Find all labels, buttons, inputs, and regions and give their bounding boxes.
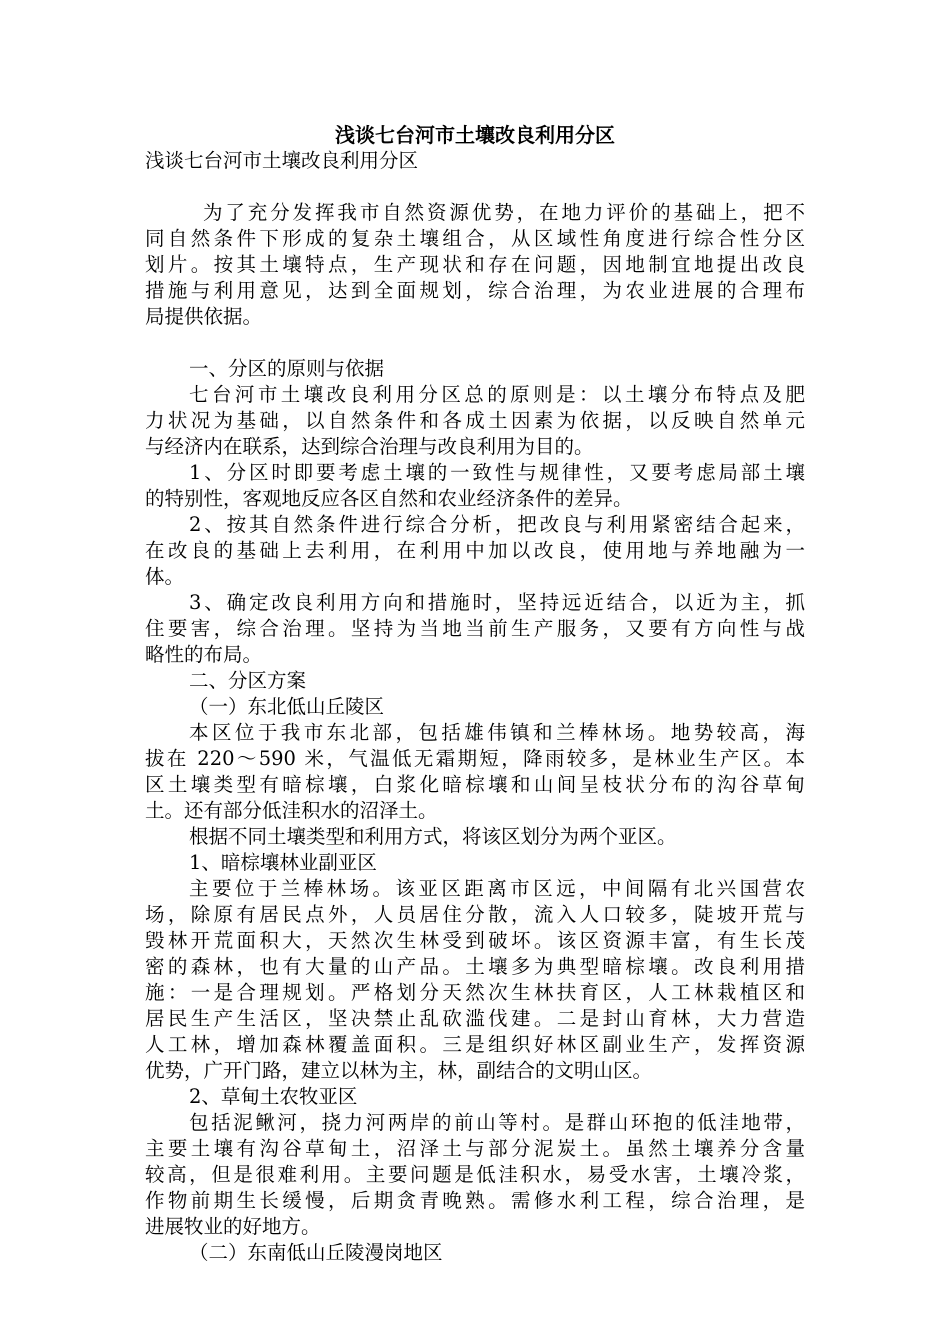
paragraph-line: 住要害，综合治理。坚持为当地当前生产服务，又要有方向性与战 (145, 617, 805, 640)
paragraph-line: 的特别性，客观地反应各区自然和农业经济条件的差异。 (145, 487, 633, 510)
forest-subarea-paragraph (145, 876, 805, 1084)
paragraph-line: 本区位于我市东北部，包括雄伟镇和兰棒林场。地势较高，海 (189, 721, 805, 744)
paragraph-line: 居民生产生活区，坚决禁止乱砍滥伐建。二是封山育林，大力营造 (145, 1007, 805, 1030)
intro-paragraph (145, 200, 805, 330)
document-page (145, 122, 805, 1266)
paragraph-line: 人工林，增加森林覆盖面积。三是组织好林区副业生产，发挥资源 (145, 1033, 805, 1056)
paragraph-line: 作物前期生长缓慢，后期贪青晚熟。需修水利工程，综合治理，是 (145, 1189, 805, 1212)
paragraph-line: 七台河市土壤改良利用分区总的原则是：以土壤分布特点及肥 (189, 383, 805, 406)
section-heading: 二、分区方案 (189, 669, 307, 692)
paragraph-line: 在改良的基础上去利用，在利用中加以改良，使用地与养地融为一 (145, 539, 805, 562)
document-subtitle: 浅谈七台河市土壤改良利用分区 (145, 149, 419, 172)
paragraph-line: 体。 (145, 565, 185, 588)
paragraph-line: 划片。按其土壤特点，生产现状和存在问题，因地制宜地提出改良 (145, 253, 805, 276)
subsection-heading: （一）东北低山丘陵区 (189, 695, 385, 718)
paragraph-line: 同自然条件下形成的复杂土壤组合，从区域性角度进行综合性分区 (145, 227, 805, 250)
paragraph-line: 区土壤类型有暗棕壤，白浆化暗棕壤和山间呈枝状分布的沟谷草甸 (145, 773, 805, 796)
principle-item-2 (145, 512, 805, 590)
paragraph-line: 局提供依据。 (145, 305, 263, 328)
paragraph-line: 措施与利用意见，达到全面规划，综合治理，为农业进展的合理布 (145, 279, 805, 302)
paragraph-line: 优势，广开门路，建立以林为主，林，副结合的文明山区。 (145, 1059, 653, 1082)
document-title: 浅谈七台河市土壤改良利用分区 (335, 123, 615, 147)
paragraph-line: 施：一是合理规划。严格划分天然次生林扶育区，人工林栽植区和 (145, 981, 805, 1004)
section-heading: 一、分区的原则与依据 (189, 357, 385, 380)
spacer (145, 174, 805, 200)
spacer (145, 330, 805, 356)
subsection-heading: （二）东南低山丘陵漫岗地区 (189, 1241, 443, 1264)
subarea-heading: 2、草甸土农牧亚区 (189, 1085, 358, 1108)
paragraph-line: 进展牧业的好地方。 (145, 1215, 321, 1238)
paragraph-line: 与经济内在联系，达到综合治理与改良利用为目的。 (145, 435, 594, 458)
subarea-heading: 1、暗棕壤林业副亚区 (189, 851, 377, 874)
paragraph-line: 场，除原有居民点外，人员居住分散，流入人口较多，陡坡开荒与 (145, 903, 805, 926)
paragraph-line: 土。还有部分低洼积水的沼泽土。 (145, 799, 438, 822)
paragraph-line: 拔在 220～590 米，气温低无霜期短，降雨较多，是林业生产区。本 (145, 747, 805, 770)
paragraph-line: 力状况为基础，以自然条件和各成土因素为依据，以反映自然单元 (145, 409, 805, 432)
northeast-paragraph (145, 720, 805, 824)
paragraph-line: 1、分区时即要考虑土壤的一致性与规律性，又要考虑局部土壤 (189, 461, 805, 484)
paragraph-line: 较高，但是很难利用。主要问题是低洼积水，易受水害，土壤冷浆， (145, 1163, 805, 1186)
paragraph-line: 2、按其自然条件进行综合分析，把改良与利用紧密结合起来， (189, 513, 805, 536)
paragraph-line: 3、确定改良利用方向和措施时，坚持远近结合，以近为主，抓 (189, 591, 805, 614)
principles-paragraph (145, 382, 805, 460)
paragraph-line: 密的森林，也有大量的山产品。土壤多为典型暗棕壤。改良利用措 (145, 955, 805, 978)
principle-item-1 (145, 460, 805, 512)
meadow-subarea-paragraph (145, 1110, 805, 1240)
paragraph-line: 主要土壤有沟谷草甸土，沼泽土与部分泥炭土。虽然土壤养分含量 (145, 1137, 805, 1160)
principle-item-3 (145, 590, 805, 668)
paragraph-line: 根据不同土壤类型和利用方式，将该区划分为两个亚区。 (189, 825, 677, 848)
paragraph-line: 为了充分发挥我市自然资源优势，在地力评价的基础上，把不 (203, 201, 805, 224)
paragraph-line: 主要位于兰棒林场。该亚区距离市区远，中间隔有北兴国营农 (189, 877, 805, 900)
paragraph-line: 包括泥鳅河，挠力河两岸的前山等村。是群山环抱的低洼地带， (189, 1111, 805, 1134)
paragraph-line: 略性的布局。 (145, 643, 263, 666)
paragraph-line: 毁林开荒面积大，天然次生林受到破坏。该区资源丰富，有生长茂 (145, 929, 805, 952)
